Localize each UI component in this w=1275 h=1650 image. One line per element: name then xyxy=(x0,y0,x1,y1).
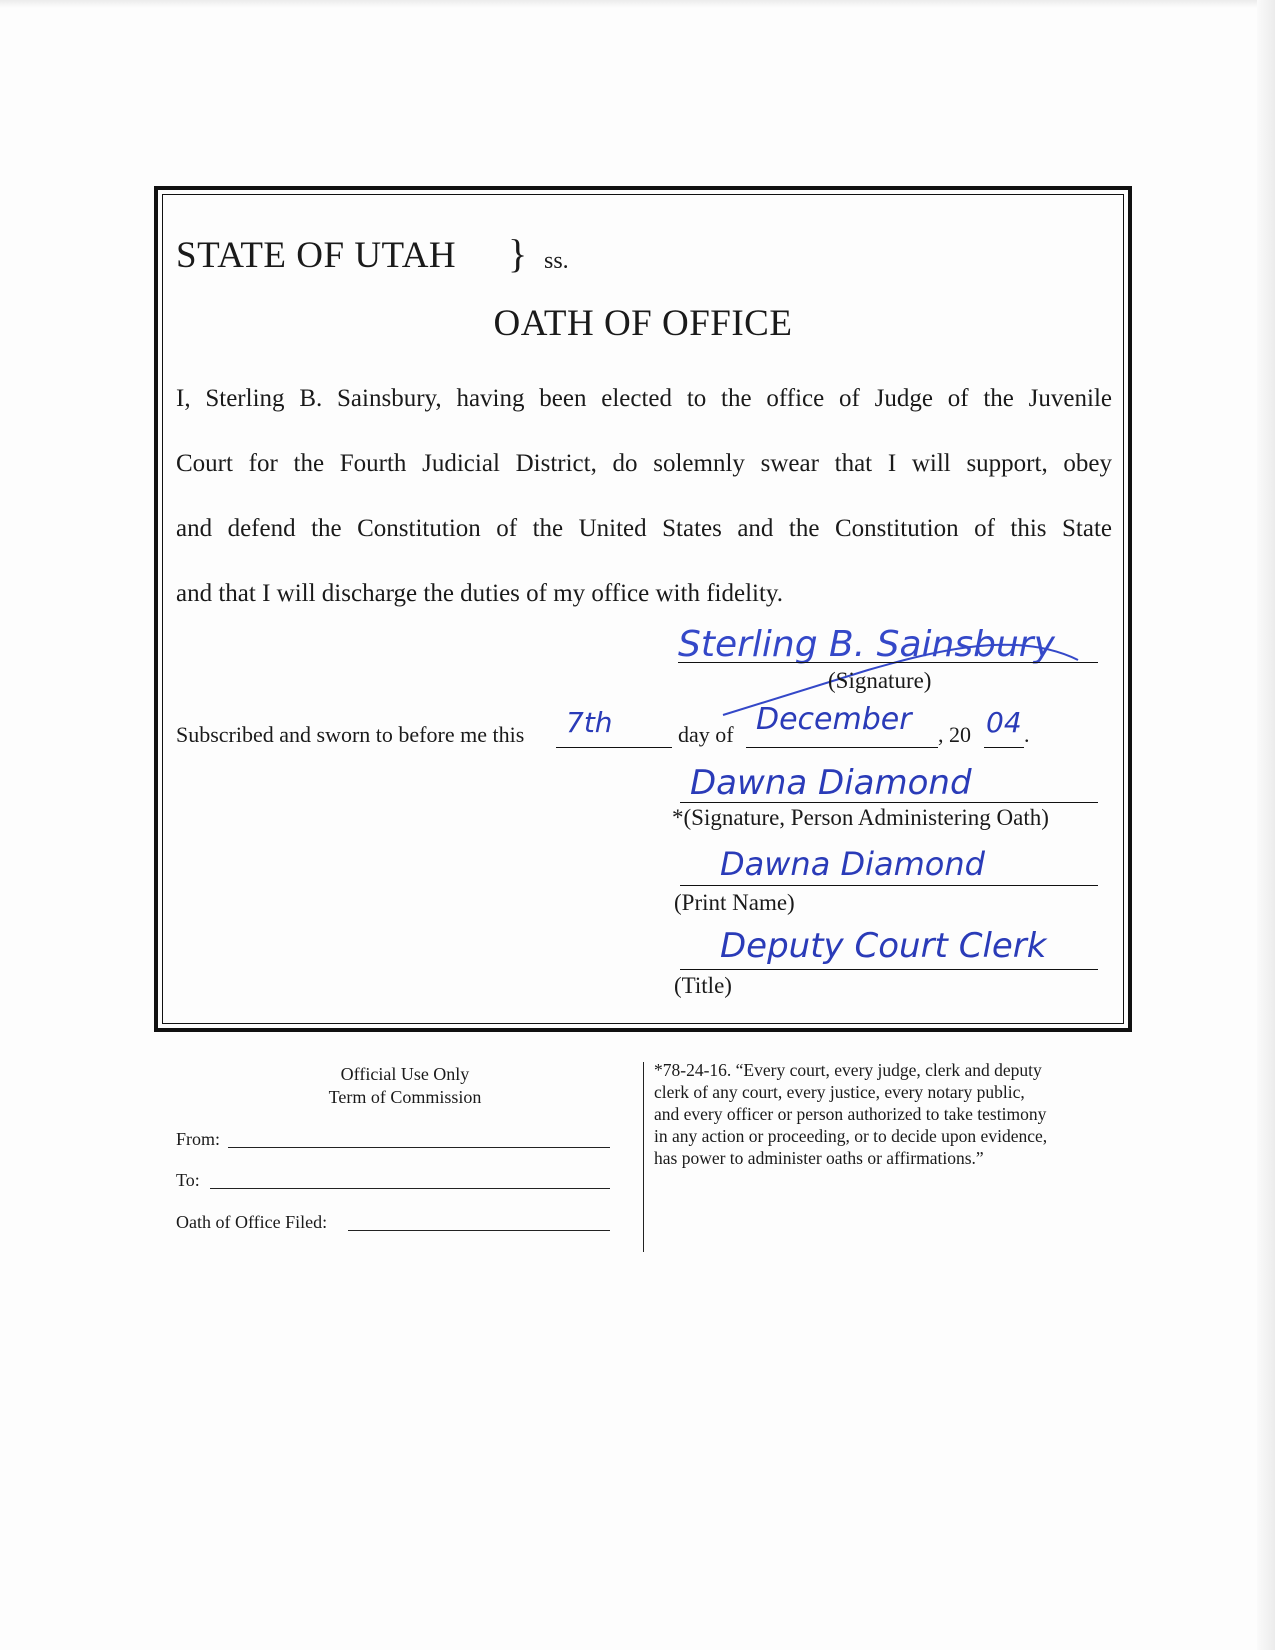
official-use-heading: Official Use Only xyxy=(340,1064,470,1084)
signature-line xyxy=(678,662,1098,663)
title-line xyxy=(680,969,1098,970)
year-line xyxy=(984,747,1024,748)
print-name-label: (Print Name) xyxy=(674,890,795,915)
from-label: From: xyxy=(176,1129,221,1149)
oath-form-box xyxy=(154,186,1132,1032)
to-field-line xyxy=(210,1188,610,1189)
oath-filed-field-line xyxy=(348,1230,610,1231)
term-of-commission-heading: Term of Commission xyxy=(328,1087,482,1107)
venue-brace: } xyxy=(508,231,528,276)
print-name-line xyxy=(680,885,1098,886)
scan-top-edge xyxy=(0,0,1275,8)
venue-ss: ss. xyxy=(544,248,569,274)
signer-handwritten-signature: Sterling B. Sainsbury xyxy=(678,624,1055,665)
statute-line: clerk of any court, every justice, every notary public, xyxy=(654,1082,1025,1102)
oath-text-line: I, Sterling B. Sainsbury, having been elected to the office of Judge of the Juvenile xyxy=(176,385,1112,412)
oath-filed-label: Oath of Office Filed: xyxy=(176,1212,328,1232)
title-label: (Title) xyxy=(674,973,732,998)
day-of-label: day of xyxy=(678,722,734,747)
subscribed-prefix: Subscribed and sworn to before me this xyxy=(176,722,525,747)
month-line xyxy=(746,747,938,748)
year-period: . xyxy=(1024,722,1030,747)
month-handwritten: December xyxy=(756,702,912,737)
administering-signature-label: *(Signature, Person Administering Oath) xyxy=(672,805,1049,830)
oath-text-line: and defend the Constitution of the United States and the Constitution of this State xyxy=(176,515,1112,542)
oath-title: OATH OF OFFICE xyxy=(493,303,793,344)
statute-line: in any action or proceeding, or to decide upon evidence, xyxy=(654,1126,1048,1146)
oath-text-line: Court for the Fourth Judicial District, do solemnly swear that I will support, obey xyxy=(176,450,1112,477)
state-heading: STATE OF UTAH xyxy=(176,235,457,276)
statute-line: *78-24-16. “Every court, every judge, clerk and deputy xyxy=(654,1060,1042,1080)
oath-text-line: and that I will discharge the duties of my office with fidelity. xyxy=(176,580,784,607)
from-field-line xyxy=(228,1147,610,1148)
signature-flourish xyxy=(718,610,1088,720)
section-divider xyxy=(643,1062,644,1252)
title-handwritten: Deputy Court Clerk xyxy=(720,926,1047,966)
day-handwritten: 7th xyxy=(566,706,613,739)
year-prefix: , 20 xyxy=(938,722,971,747)
statute-line: and every officer or person authorized to take testimony xyxy=(654,1104,1047,1124)
statute-line: has power to administer oaths or affirmations.” xyxy=(654,1148,984,1168)
administering-signature-line xyxy=(680,802,1098,803)
to-label: To: xyxy=(176,1170,200,1190)
administering-handwritten-signature: Dawna Diamond xyxy=(690,763,972,803)
scan-right-edge xyxy=(1257,0,1275,1650)
print-name-handwritten: Dawna Diamond xyxy=(720,845,985,883)
day-line xyxy=(556,747,672,748)
signature-label: (Signature) xyxy=(828,668,932,693)
statute-note xyxy=(654,1059,1124,1169)
year-handwritten: 04 xyxy=(986,706,1022,739)
